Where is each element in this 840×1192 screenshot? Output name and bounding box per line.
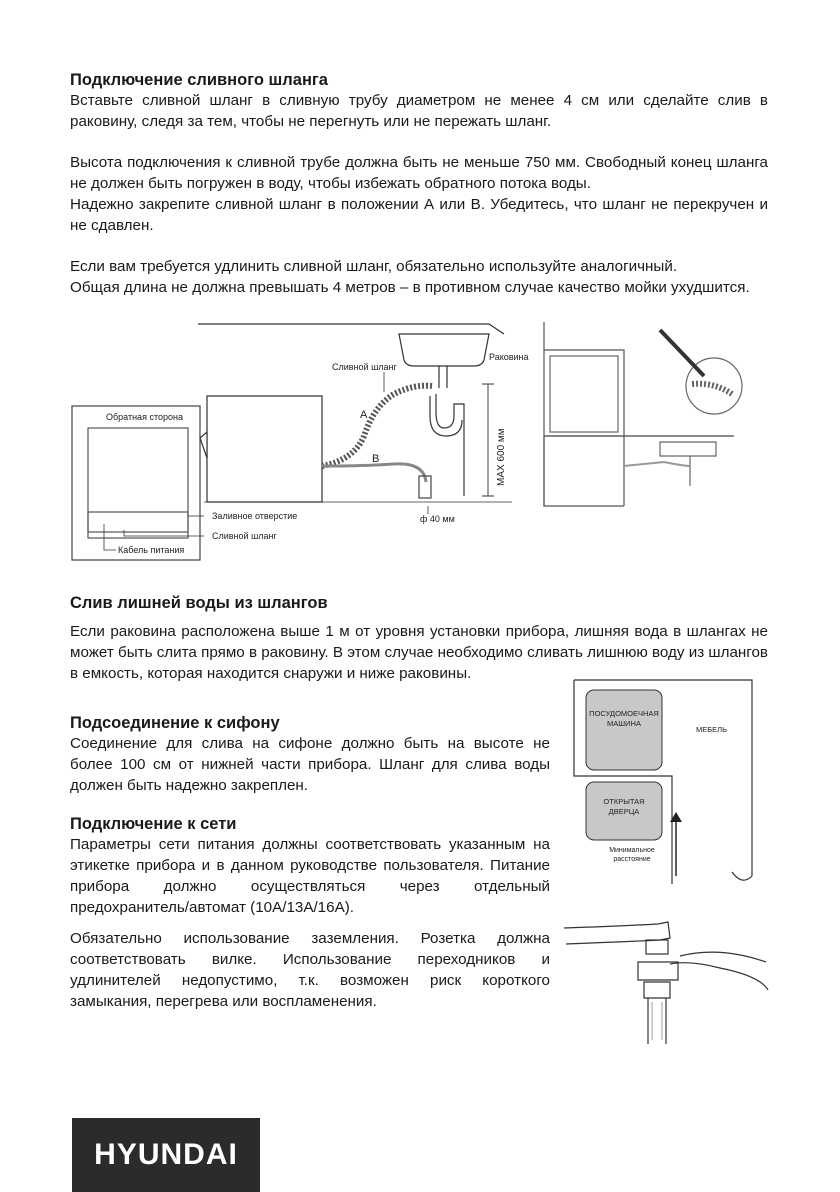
paragraph-excess-water: Если раковина расположена выше 1 м от уровня установки прибора, лишняя вода в шлангах не может быть слита прямо в раковину. В этом случае необходимо сливать лишнюю воду из шлангов в емкость, которая находится снаружи и ниже раковины. — [70, 623, 768, 682]
label-a: A — [360, 409, 368, 421]
label-diameter: ф 40 мм — [420, 514, 455, 524]
label-drain-hose-bottom: Сливной шланг — [212, 531, 277, 541]
label-inlet: Заливное отверстие — [212, 511, 298, 521]
label-b: B — [372, 453, 380, 465]
section-excess-water — [70, 593, 768, 684]
brand-logo: HYUNDAI — [72, 1118, 260, 1192]
dishwasher-body — [207, 396, 322, 502]
label-open-door-2: ДВЕРЦА — [608, 807, 640, 816]
faucet-illustration — [560, 916, 772, 1048]
paragraph-siphon: Соединение для слива на сифоне должно быть на высоте не более 100 см от нижней части прибора. Шланг для слива воды должен быть надежно закреплен. — [70, 735, 550, 794]
heading-drain-hose: Подключение сливного шланга — [70, 71, 328, 89]
sink-basin — [399, 334, 489, 366]
label-max-600: MAX 600 мм — [496, 428, 507, 486]
countertop — [198, 324, 504, 334]
hose-b — [322, 464, 426, 482]
label-furniture: МЕБЕЛЬ — [696, 725, 728, 734]
heading-siphon: Подсоединение к сифону — [70, 714, 280, 732]
paragraph-power-2: Обязательно использование заземления. Розетка должна соответствовать вилке. Использование переходников и удлинителей недопустимо, т.к. возможен риск короткого замыкания, перегрева или воспламенения. — [70, 930, 550, 1010]
label-drain-hose-top: Сливной шланг — [332, 362, 397, 372]
heading-excess-water: Слив лишней воды из шлангов — [70, 594, 328, 612]
section-power — [70, 814, 550, 1012]
paragraph-drain-hose-2a: Высота подключения к сливной трубе должна быть не меньше 750 мм. Свободный конец шланга не должен быть погружен в воду, чтобы избежать обратного потока воды. — [70, 154, 768, 192]
label-dishwasher-2: МАШИНА — [607, 719, 641, 728]
installation-diagram — [64, 316, 754, 570]
hose-connector — [638, 962, 678, 980]
label-dishwasher-1: ПОСУДОМОЕЧНАЯ — [589, 709, 659, 718]
section-siphon — [70, 713, 550, 796]
paragraph-power-1: Параметры сети питания должны соответствовать указанным на этикетке прибора и в данном руководстве пользователя. Питание прибора должно осуществляться через отдельный предохранитель/автомат (10А/13А/16А). — [70, 836, 550, 916]
label-open-door-1: ОТКРЫТАЯ — [603, 797, 645, 806]
label-power-cable: Кабель питания — [118, 545, 185, 555]
paragraph-drain-hose-1: Вставьте сливной шланг в сливную трубу диаметром не менее 4 см или сделайте слив в раковину, следя за тем, чтобы не перегнуть или не пережать шланг. — [70, 92, 768, 130]
back-side-frame — [72, 406, 200, 560]
hose-tube — [648, 998, 666, 1044]
paragraph-drain-hose-2b: Надежно закрепите сливной шланг в положении А или В. Убедитесь, что шланг не перекручен и не сдавлен. — [70, 196, 768, 234]
label-sink: Раковина — [489, 352, 529, 362]
section-drain-hose — [70, 70, 768, 298]
label-back-side: Обратная сторона — [106, 412, 183, 422]
label-min-distance-1: Минимальное — [609, 847, 655, 854]
faucet-spout — [564, 922, 670, 944]
paragraph-drain-hose-3b: Общая длина не должна превышать 4 метров – в противном случае качество мойки ухудшится. — [70, 279, 750, 296]
furniture-diagram — [566, 676, 766, 896]
paragraph-drain-hose-3a: Если вам требуется удлинить сливной шланг, обязательно используйте аналогичный. — [70, 258, 678, 275]
label-min-distance-2: расстояние — [613, 856, 651, 863]
heading-power: Подключение к сети — [70, 815, 237, 833]
siphon — [436, 394, 464, 496]
dishwasher-box — [586, 690, 662, 770]
